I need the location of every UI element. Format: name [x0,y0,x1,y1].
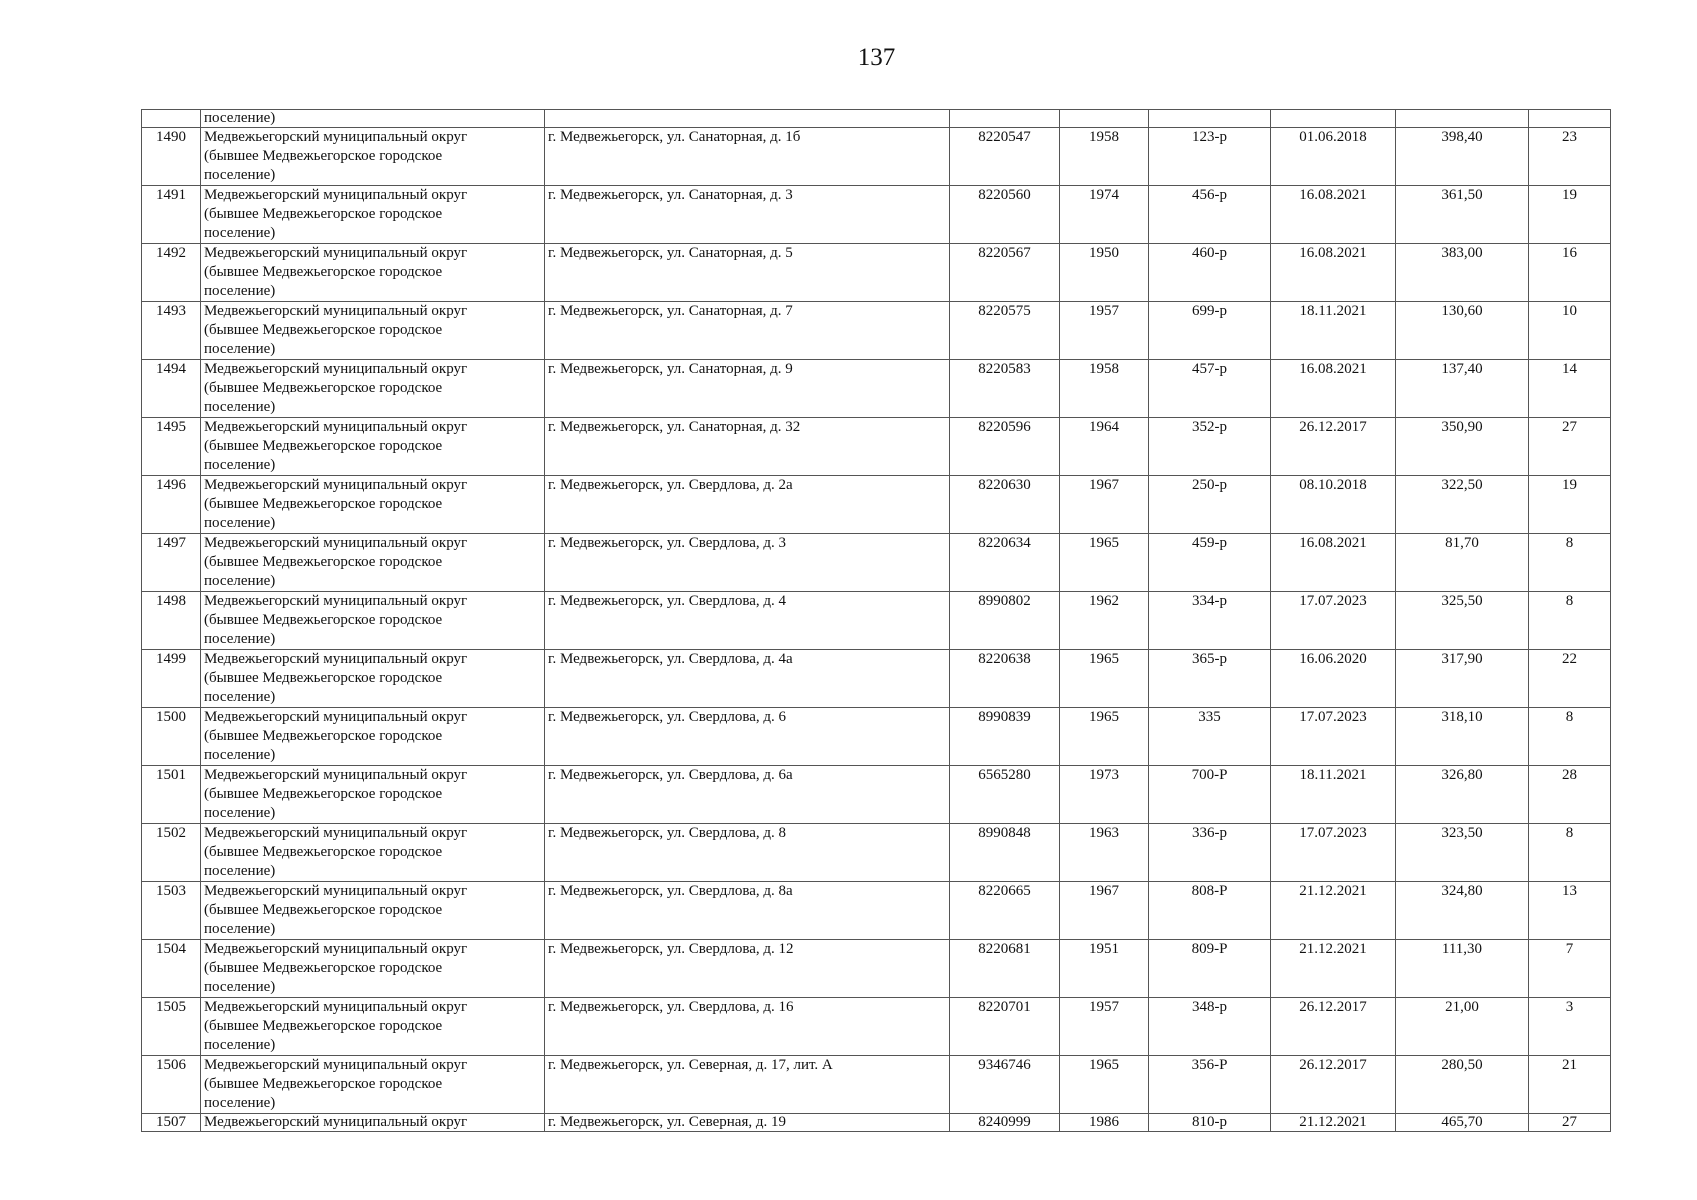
municipality-line: поселение) [204,167,276,183]
row-number-cell: 1493 [142,302,201,360]
building-code-cell: 8220583 [950,360,1060,418]
address-cell: г. Медвежьегорск, ул. Северная, д. 17, лит. А [545,1056,950,1114]
building-code-cell: 8220665 [950,882,1060,940]
area-cell: 465,70 [1396,1114,1529,1132]
municipality-cell [201,244,545,302]
municipality-line: (бывшее Медвежьегорское городское [204,1018,443,1034]
year-built-cell: 1986 [1060,1114,1149,1132]
document-number-cell: 365-р [1149,650,1271,708]
municipality-cell [201,1114,545,1132]
area-cell: 21,00 [1396,998,1529,1056]
year-built-cell: 1965 [1060,708,1149,766]
municipality-line: Медвежьегорский муниципальный округ [204,535,468,551]
building-code-cell: 8220560 [950,186,1060,244]
municipality-cell [201,708,545,766]
area-cell: 317,90 [1396,650,1529,708]
municipality-line: (бывшее Медвежьегорское городское [204,728,443,744]
municipality-cell [201,940,545,998]
count-cell: 14 [1529,360,1611,418]
document-date-cell: 17.07.2023 [1271,824,1396,882]
address-cell: г. Медвежьегорск, ул. Северная, д. 19 [545,1114,950,1132]
table-row [142,1056,1611,1114]
municipality-cell [201,186,545,244]
document-number-cell: 459-р [1149,534,1271,592]
document-date-cell: 26.12.2017 [1271,1056,1396,1114]
document-date-cell: 21.12.2021 [1271,882,1396,940]
row-number-cell: 1496 [142,476,201,534]
address-cell: г. Медвежьегорск, ул. Санаторная, д. 1б [545,128,950,186]
document-number-cell: 250-р [1149,476,1271,534]
document-date-cell: 18.11.2021 [1271,766,1396,824]
count-cell: 21 [1529,1056,1611,1114]
document-date-cell: 17.07.2023 [1271,592,1396,650]
address-cell: г. Медвежьегорск, ул. Свердлова, д. 6а [545,766,950,824]
municipality-line: (бывшее Медвежьегорское городское [204,960,443,976]
table-row [142,708,1611,766]
document-number-cell: 808-Р [1149,882,1271,940]
municipality-line: (бывшее Медвежьегорское городское [204,612,443,628]
row-number-cell: 1497 [142,534,201,592]
table-row [142,128,1611,186]
municipality-line: Медвежьегорский муниципальный округ [204,1114,468,1130]
municipality-line: (бывшее Медвежьегорское городское [204,786,443,802]
row-number-cell: 1507 [142,1114,201,1132]
building-code-cell: 8220701 [950,998,1060,1056]
table-row [142,418,1611,476]
year-built-cell: 1973 [1060,766,1149,824]
document-number-cell: 123-р [1149,128,1271,186]
count-cell: 10 [1529,302,1611,360]
count-cell: 27 [1529,1114,1611,1132]
table-row [142,650,1611,708]
table-row [142,534,1611,592]
building-code-cell: 8220596 [950,418,1060,476]
row-number-cell: 1506 [142,1056,201,1114]
building-code-cell: 8990839 [950,708,1060,766]
municipality-line: Медвежьегорский муниципальный округ [204,419,468,435]
address-cell: г. Медвежьегорск, ул. Свердлова, д. 8 [545,824,950,882]
municipality-cell: поселение) [201,110,545,128]
row-number-cell: 1495 [142,418,201,476]
year-built-cell: 1967 [1060,476,1149,534]
count-cell: 19 [1529,476,1611,534]
document-number-cell: 456-р [1149,186,1271,244]
municipality-cell [201,766,545,824]
area-cell: 130,60 [1396,302,1529,360]
area-cell: 323,50 [1396,824,1529,882]
area-cell: 326,80 [1396,766,1529,824]
municipality-line: Медвежьегорский муниципальный округ [204,709,468,725]
building-code-cell: 8990802 [950,592,1060,650]
building-code-cell: 8990848 [950,824,1060,882]
building-code-cell: 8220630 [950,476,1060,534]
count-cell: 8 [1529,708,1611,766]
table-row [142,244,1611,302]
count-cell: 8 [1529,592,1611,650]
document-date-cell: 18.11.2021 [1271,302,1396,360]
row-number-cell: 1499 [142,650,201,708]
building-code-cell: 8220634 [950,534,1060,592]
area-cell: 111,30 [1396,940,1529,998]
area-cell: 383,00 [1396,244,1529,302]
municipality-line: поселение) [204,631,276,647]
area-cell: 350,90 [1396,418,1529,476]
year-built-cell: 1958 [1060,360,1149,418]
municipality-line: поселение) [204,573,276,589]
document-date-cell: 16.08.2021 [1271,534,1396,592]
year-built-cell: 1974 [1060,186,1149,244]
table-row [142,998,1611,1056]
municipality-line: (бывшее Медвежьегорское городское [204,380,443,396]
building-code-cell: 8220575 [950,302,1060,360]
municipality-line: Медвежьегорский муниципальный округ [204,477,468,493]
document-date-cell: 16.08.2021 [1271,360,1396,418]
document-date-cell: 21.12.2021 [1271,940,1396,998]
municipality-line: поселение) [204,399,276,415]
municipality-line: (бывшее Медвежьегорское городское [204,322,443,338]
address-cell: г. Медвежьегорск, ул. Свердлова, д. 6 [545,708,950,766]
area-cell: 398,40 [1396,128,1529,186]
municipality-line: (бывшее Медвежьегорское городское [204,206,443,222]
table-row [142,882,1611,940]
municipality-line: поселение) [204,283,276,299]
municipality-line: (бывшее Медвежьегорское городское [204,554,443,570]
table-row [142,302,1611,360]
document-date-cell: 26.12.2017 [1271,418,1396,476]
municipality-cell [201,882,545,940]
year-built-cell: 1957 [1060,998,1149,1056]
municipality-line: (бывшее Медвежьегорское городское [204,1076,443,1092]
row-number-cell: 1502 [142,824,201,882]
address-cell: г. Медвежьегорск, ул. Свердлова, д. 16 [545,998,950,1056]
year-built-cell: 1965 [1060,1056,1149,1114]
year-built-cell: 1965 [1060,650,1149,708]
count-cell: 19 [1529,186,1611,244]
document-date-cell: 01.06.2018 [1271,128,1396,186]
document-number-cell: 334-р [1149,592,1271,650]
document-number-cell: 356-Р [1149,1056,1271,1114]
count-cell: 28 [1529,766,1611,824]
row-number-cell: 1500 [142,708,201,766]
municipality-cell [201,824,545,882]
year-built-cell: 1965 [1060,534,1149,592]
housing-registry-table [141,109,1611,1132]
municipality-cell [201,534,545,592]
municipality-cell [201,128,545,186]
municipality-cell [201,592,545,650]
municipality-line: Медвежьегорский муниципальный округ [204,303,468,319]
count-cell: 22 [1529,650,1611,708]
address-cell: г. Медвежьегорск, ул. Санаторная, д. 32 [545,418,950,476]
address-cell: г. Медвежьегорск, ул. Свердлова, д. 4а [545,650,950,708]
municipality-line: поселение) [204,1037,276,1053]
table-row [142,824,1611,882]
address-cell: г. Медвежьегорск, ул. Санаторная, д. 5 [545,244,950,302]
municipality-line: поселение) [204,921,276,937]
building-code-cell: 8220567 [950,244,1060,302]
municipality-line: (бывшее Медвежьегорское городское [204,438,443,454]
municipality-line: (бывшее Медвежьегорское городское [204,670,443,686]
municipality-line: поселение) [204,979,276,995]
municipality-line: Медвежьегорский муниципальный округ [204,825,468,841]
municipality-line: поселение) [204,225,276,241]
document-date-cell: 21.12.2021 [1271,1114,1396,1132]
count-cell: 13 [1529,882,1611,940]
table-row [142,766,1611,824]
municipality-line: Медвежьегорский муниципальный округ [204,883,468,899]
document-number-cell: 699-р [1149,302,1271,360]
area-cell: 137,40 [1396,360,1529,418]
year-built-cell: 1957 [1060,302,1149,360]
municipality-line: (бывшее Медвежьегорское городское [204,496,443,512]
municipality-line: (бывшее Медвежьегорское городское [204,844,443,860]
area-cell: 322,50 [1396,476,1529,534]
municipality-line: Медвежьегорский муниципальный округ [204,361,468,377]
municipality-line: Медвежьегорский муниципальный округ [204,129,468,145]
address-cell: г. Медвежьегорск, ул. Свердлова, д. 8а [545,882,950,940]
municipality-cell [201,418,545,476]
document-number-cell: 335 [1149,708,1271,766]
document-date-cell: 16.08.2021 [1271,186,1396,244]
document-date-cell: 16.06.2020 [1271,650,1396,708]
building-code-cell: 9346746 [950,1056,1060,1114]
municipality-line: Медвежьегорский муниципальный округ [204,593,468,609]
table-row [142,592,1611,650]
area-cell: 280,50 [1396,1056,1529,1114]
row-number-cell: 1501 [142,766,201,824]
address-cell: г. Медвежьегорск, ул. Свердлова, д. 12 [545,940,950,998]
municipality-line: Медвежьегорский муниципальный округ [204,187,468,203]
area-cell: 361,50 [1396,186,1529,244]
page-number: 137 [857,44,896,71]
document-number-cell: 336-р [1149,824,1271,882]
municipality-line: поселение) [204,1095,276,1111]
area-cell: 81,70 [1396,534,1529,592]
year-built-cell: 1951 [1060,940,1149,998]
year-built-cell: 1962 [1060,592,1149,650]
year-built-cell: 1958 [1060,128,1149,186]
municipality-line: поселение) [204,515,276,531]
municipality-line: Медвежьегорский муниципальный округ [204,651,468,667]
area-cell: 325,50 [1396,592,1529,650]
document-number-cell: 700-Р [1149,766,1271,824]
count-cell: 23 [1529,128,1611,186]
row-number-cell: 1492 [142,244,201,302]
count-cell: 8 [1529,824,1611,882]
municipality-line: поселение) [204,689,276,705]
municipality-line: поселение) [204,341,276,357]
municipality-line: поселение) [204,457,276,473]
row-number-cell: 1494 [142,360,201,418]
building-code-cell: 8220681 [950,940,1060,998]
row-number-cell: 1491 [142,186,201,244]
count-cell: 16 [1529,244,1611,302]
building-code-cell: 6565280 [950,766,1060,824]
municipality-cell [201,476,545,534]
count-cell: 7 [1529,940,1611,998]
municipality-line: поселение) [204,863,276,879]
year-built-cell: 1964 [1060,418,1149,476]
municipality-line: Медвежьегорский муниципальный округ [204,767,468,783]
count-cell: 3 [1529,998,1611,1056]
address-cell: г. Медвежьегорск, ул. Свердлова, д. 4 [545,592,950,650]
municipality-cell [201,650,545,708]
row-number-cell: 1504 [142,940,201,998]
building-code-cell: 8220638 [950,650,1060,708]
municipality-cell [201,998,545,1056]
continuation-row [142,110,1611,128]
municipality-line: Медвежьегорский муниципальный округ [204,1057,468,1073]
document-date-cell: 16.08.2021 [1271,244,1396,302]
table-row [142,1114,1611,1132]
document-number-cell: 352-р [1149,418,1271,476]
row-number-cell: 1498 [142,592,201,650]
address-cell: г. Медвежьегорск, ул. Свердлова, д. 2а [545,476,950,534]
address-cell: г. Медвежьегорск, ул. Санаторная, д. 3 [545,186,950,244]
document-number-cell: 460-р [1149,244,1271,302]
area-cell: 318,10 [1396,708,1529,766]
area-cell: 324,80 [1396,882,1529,940]
document-number-cell: 809-Р [1149,940,1271,998]
municipality-cell [201,302,545,360]
municipality-line: (бывшее Медвежьегорское городское [204,902,443,918]
address-cell: г. Медвежьегорск, ул. Санаторная, д. 9 [545,360,950,418]
table-row [142,186,1611,244]
building-code-cell: 8220547 [950,128,1060,186]
municipality-line: Медвежьегорский муниципальный округ [204,999,468,1015]
municipality-line: Медвежьегорский муниципальный округ [204,245,468,261]
row-number-cell: 1503 [142,882,201,940]
document-number-cell: 810-р [1149,1114,1271,1132]
table-row [142,476,1611,534]
row-number-cell: 1490 [142,128,201,186]
building-code-cell: 8240999 [950,1114,1060,1132]
count-cell: 27 [1529,418,1611,476]
document-date-cell: 17.07.2023 [1271,708,1396,766]
address-cell: г. Медвежьегорск, ул. Санаторная, д. 7 [545,302,950,360]
year-built-cell: 1950 [1060,244,1149,302]
year-built-cell: 1963 [1060,824,1149,882]
row-number-cell: 1505 [142,998,201,1056]
table-row [142,940,1611,998]
municipality-line: (бывшее Медвежьегорское городское [204,264,443,280]
document-number-cell: 457-р [1149,360,1271,418]
municipality-cell [201,1056,545,1114]
document-date-cell: 08.10.2018 [1271,476,1396,534]
address-cell: г. Медвежьегорск, ул. Свердлова, д. 3 [545,534,950,592]
municipality-line: Медвежьегорский муниципальный округ [204,941,468,957]
municipality-line: поселение) [204,805,276,821]
count-cell: 8 [1529,534,1611,592]
table-row [142,360,1611,418]
municipality-line: (бывшее Медвежьегорское городское [204,148,443,164]
municipality-line: поселение) [204,747,276,763]
year-built-cell: 1967 [1060,882,1149,940]
document-date-cell: 26.12.2017 [1271,998,1396,1056]
municipality-cell [201,360,545,418]
document-number-cell: 348-р [1149,998,1271,1056]
